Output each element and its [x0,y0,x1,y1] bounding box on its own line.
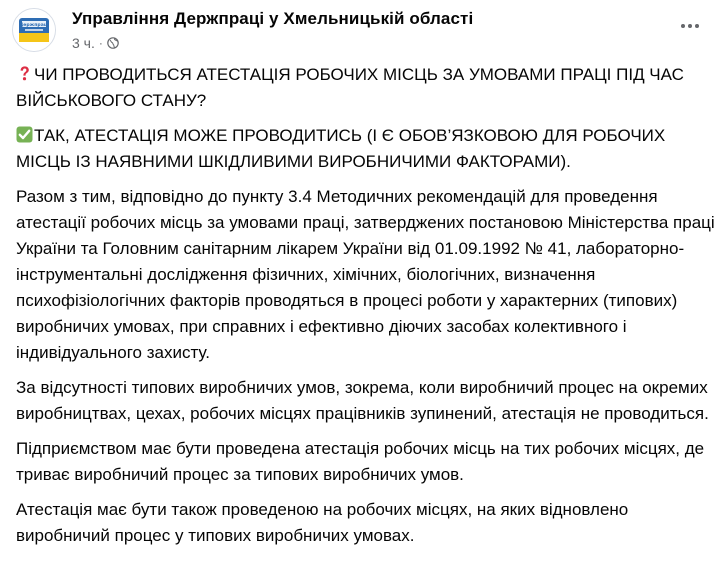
question-paragraph [16,62,716,114]
meta-separator: · [98,36,103,50]
body-paragraph: Атестація має бути також проведеною на робочих місцях, на яких відновлено виробничий процес у типових виробничих умовах. [16,500,629,545]
post-timestamp[interactable]: 3 ч. [72,35,95,51]
post-header [12,6,712,52]
question-text: ЧИ ПРОВОДИТЬСЯ АТЕСТАЦІЯ РОБОЧИХ МІСЦЬ ЗА УМОВАМИ ПРАЦІ ПІД ЧАС ВІЙСЬКОВОГО СТАНУ? [16,65,684,110]
more-options-button[interactable] [672,12,708,40]
post-meta [72,35,119,51]
body-paragraph: Підприємством має бути проведена атестація робочих місць на тих робочих місцях, де триває виробничий процес за типових виробничих умов. [16,439,705,484]
post-body [16,62,716,558]
more-options-icon [681,24,685,28]
answer-text: ТАК, АТЕСТАЦІЯ МОЖЕ ПРОВОДИТИСЬ (І Є ОБОВ’ЯЗКОВОЮ ДЛЯ РОБОЧИХ МІСЦЬ ІЗ НАЯВНИМИ ШКІДЛИВИМИ ВИРОБНИЧИМИ ФАКТОРАМИ). [16,126,666,171]
svg-text:Держпраці: Держпраці [19,23,49,28]
body-paragraph: За відсутності типових виробничих умов, зокрема, коли виробничий процес на окремих виробництвах, цехах, робочих місцях працівників зупинений, атестація не проводиться. [16,378,709,423]
globe-icon[interactable] [107,37,119,49]
page-name-link[interactable]: Управління Держпраці у Хмельницькій області [72,9,474,28]
derzhpratsi-logo-icon [13,9,55,51]
answer-paragraph [16,123,716,175]
red-question-mark-icon [16,65,33,82]
page-avatar[interactable] [12,8,56,52]
green-check-mark-icon [16,126,33,143]
body-paragraph: Разом з тим, відповідно до пункту 3.4 Методичних рекомендацій для проведення атестації робочих місць за умовами праці, затверджених постановою Міністерства праці України та Головним санітарним лікарем України від 01.09.1992 № 41, лабораторно-інструментальні дослідження фізичних, хімічних, біологічних, визначення психофізіологічних факторів проводяться в процесі роботи у характерних (типових) виробничих умовах, при справних і ефективно діючих засобах колективного і індивідуального захисту. [16,187,715,362]
